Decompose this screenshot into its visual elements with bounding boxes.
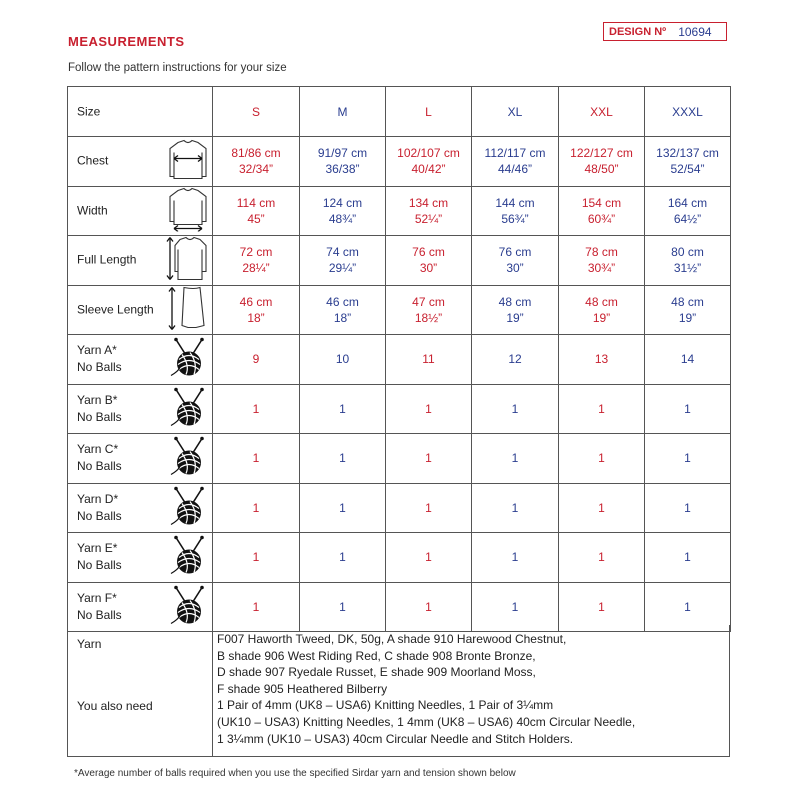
- row-label: Width: [77, 203, 108, 218]
- row-label-cell: [68, 483, 213, 533]
- table-cell: 1: [472, 483, 559, 533]
- table-cell: 1: [386, 384, 472, 434]
- row-label-cell: [68, 285, 213, 335]
- table-cell: 11: [386, 335, 472, 385]
- materials-line: B shade 906 West Riding Red, C shade 908 Bronte Bronze,: [217, 648, 536, 663]
- table-cell: 80 cm 31½”: [645, 236, 731, 286]
- materials-line: (UK10 – USA3) Knitting Needles, 1 4mm (UK8 – USA6) 40cm Circular Needle,: [217, 714, 636, 729]
- table-cell: 10: [300, 335, 386, 385]
- materials-line: 1 Pair of 4mm (UK8 – USA6) Knitting Needles, 1 Pair of 3¼mm: [217, 698, 554, 713]
- table-cell: 1: [213, 384, 300, 434]
- sleeve-length-icon: [166, 285, 208, 334]
- table-row: [68, 483, 731, 533]
- table-cell: 14: [645, 335, 731, 385]
- yarn-ball-icon: [168, 437, 208, 480]
- table-cell: 1: [213, 483, 300, 533]
- table-cell: 47 cm 18½”: [386, 285, 472, 335]
- also-need-label: You also need: [77, 699, 153, 713]
- materials-box: [67, 625, 730, 757]
- table-cell: 122/127 cm 48/50”: [559, 137, 645, 187]
- table-cell: 1: [213, 434, 300, 484]
- table-cell: 48 cm 19”: [472, 285, 559, 335]
- row-label-cell: [68, 533, 213, 583]
- row-label: Yarn A* No Balls: [77, 343, 122, 375]
- materials-line: D shade 907 Ryedale Russet, E shade 909 Moorland Moss,: [217, 665, 536, 680]
- table-cell: 76 cm 30”: [386, 236, 472, 286]
- row-label: Chest: [77, 153, 109, 168]
- table-cell: 9: [213, 335, 300, 385]
- row-label-cell: [68, 186, 213, 236]
- table-cell: 134 cm 52¼”: [386, 186, 472, 236]
- yarn-ball-icon: [168, 585, 208, 628]
- table-cell: 1: [300, 483, 386, 533]
- yarn-ball-icon: [168, 536, 208, 579]
- table-cell: 154 cm 60¾”: [559, 186, 645, 236]
- size-header-m: M: [300, 87, 386, 137]
- sweater-width-icon: [168, 187, 208, 234]
- table-cell: 81/86 cm 32/34”: [213, 137, 300, 187]
- table-cell: 1: [472, 582, 559, 632]
- row-label-cell: [68, 137, 213, 187]
- table-cell: 1: [472, 533, 559, 583]
- materials-text: [217, 631, 635, 747]
- table-cell: 1: [559, 582, 645, 632]
- table-cell: 102/107 cm 40/42”: [386, 137, 472, 187]
- row-label-cell: [68, 384, 213, 434]
- table-cell: 1: [559, 434, 645, 484]
- size-header-xxxl: XXXL: [645, 87, 731, 137]
- table-cell: 1: [645, 533, 731, 583]
- page-title: MEASUREMENTS: [68, 34, 185, 49]
- row-label: Yarn B* No Balls: [77, 392, 122, 424]
- sweater-chest-icon: [168, 139, 208, 184]
- table-cell: 72 cm 28¼”: [213, 236, 300, 286]
- table-cell: 1: [559, 533, 645, 583]
- table-cell: 114 cm 45”: [213, 186, 300, 236]
- table-cell: 48 cm 19”: [559, 285, 645, 335]
- table-cell: 78 cm 30¾”: [559, 236, 645, 286]
- size-label: Size: [77, 104, 101, 118]
- table-row: [68, 533, 731, 583]
- row-label-cell: [68, 236, 213, 286]
- table-row: [68, 236, 731, 286]
- table-cell: 91/97 cm 36/38”: [300, 137, 386, 187]
- size-label-cell: [68, 87, 213, 137]
- materials-line: F007 Haworth Tweed, DK, 50g, A shade 910 Harewood Chestnut,: [217, 632, 567, 646]
- table-row: [68, 137, 731, 187]
- table-cell: 1: [559, 483, 645, 533]
- table-cell: 1: [300, 384, 386, 434]
- table-cell: 1: [645, 582, 731, 632]
- table-cell: 46 cm 18”: [213, 285, 300, 335]
- table-cell: 124 cm 48¾”: [300, 186, 386, 236]
- row-label: Yarn E* No Balls: [77, 541, 122, 573]
- table-row: [68, 384, 731, 434]
- footnote: *Average number of balls required when you use the specified Sirdar yarn and tension shown below: [74, 768, 516, 779]
- table-cell: 1: [559, 384, 645, 434]
- yarn-label: Yarn: [77, 637, 102, 651]
- table-cell: 48 cm 19”: [645, 285, 731, 335]
- size-header-row: [68, 87, 731, 137]
- design-number: 10694: [678, 24, 712, 39]
- page-subtitle: Follow the pattern instructions for your size: [68, 62, 287, 74]
- table-row: [68, 285, 731, 335]
- size-header-s: S: [213, 87, 300, 137]
- size-header-xl: XL: [472, 87, 559, 137]
- yarn-ball-icon: [168, 338, 208, 381]
- table-cell: 1: [386, 434, 472, 484]
- row-label-cell: [68, 335, 213, 385]
- row-label: Full Length: [77, 252, 137, 267]
- table-cell: 1: [213, 533, 300, 583]
- design-number-box: [603, 22, 727, 41]
- table-cell: 1: [386, 483, 472, 533]
- yarn-ball-icon: [168, 387, 208, 430]
- table-cell: 1: [300, 582, 386, 632]
- table-cell: 112/117 cm 44/46”: [472, 137, 559, 187]
- table-cell: 1: [386, 582, 472, 632]
- table-cell: 1: [386, 533, 472, 583]
- sweater-length-icon: [166, 236, 208, 285]
- materials-divider: [212, 625, 213, 756]
- table-cell: 164 cm 64½”: [645, 186, 731, 236]
- table-row: [68, 434, 731, 484]
- table-cell: 1: [645, 434, 731, 484]
- yarn-ball-icon: [168, 486, 208, 529]
- row-label: Yarn C* No Balls: [77, 442, 122, 474]
- size-header-l: L: [386, 87, 472, 137]
- table-cell: 12: [472, 335, 559, 385]
- table-cell: 13: [559, 335, 645, 385]
- design-label: DESIGN Nº: [609, 25, 667, 38]
- table-cell: 1: [300, 434, 386, 484]
- table-cell: 1: [213, 582, 300, 632]
- table-cell: 132/137 cm 52/54”: [645, 137, 731, 187]
- row-label-cell: [68, 434, 213, 484]
- table-cell: 144 cm 56¾”: [472, 186, 559, 236]
- table-cell: 74 cm 29¼”: [300, 236, 386, 286]
- table-cell: 1: [472, 434, 559, 484]
- row-label: Yarn F* No Balls: [77, 590, 122, 622]
- table-cell: 1: [472, 384, 559, 434]
- table-cell: 76 cm 30”: [472, 236, 559, 286]
- table-row: [68, 186, 731, 236]
- table-cell: 1: [645, 483, 731, 533]
- measurements-table: [67, 86, 731, 632]
- materials-line: F shade 905 Heathered Bilberry: [217, 681, 388, 696]
- table-cell: 1: [300, 533, 386, 583]
- table-row: [68, 335, 731, 385]
- size-header-xxl: XXL: [559, 87, 645, 137]
- materials-line: 1 3¼mm (UK10 – USA3) 40cm Circular Needle and Stitch Holders.: [217, 731, 574, 746]
- row-label: Yarn D* No Balls: [77, 491, 122, 523]
- table-cell: 1: [645, 384, 731, 434]
- row-label: Sleeve Length: [77, 302, 154, 317]
- table-cell: 46 cm 18”: [300, 285, 386, 335]
